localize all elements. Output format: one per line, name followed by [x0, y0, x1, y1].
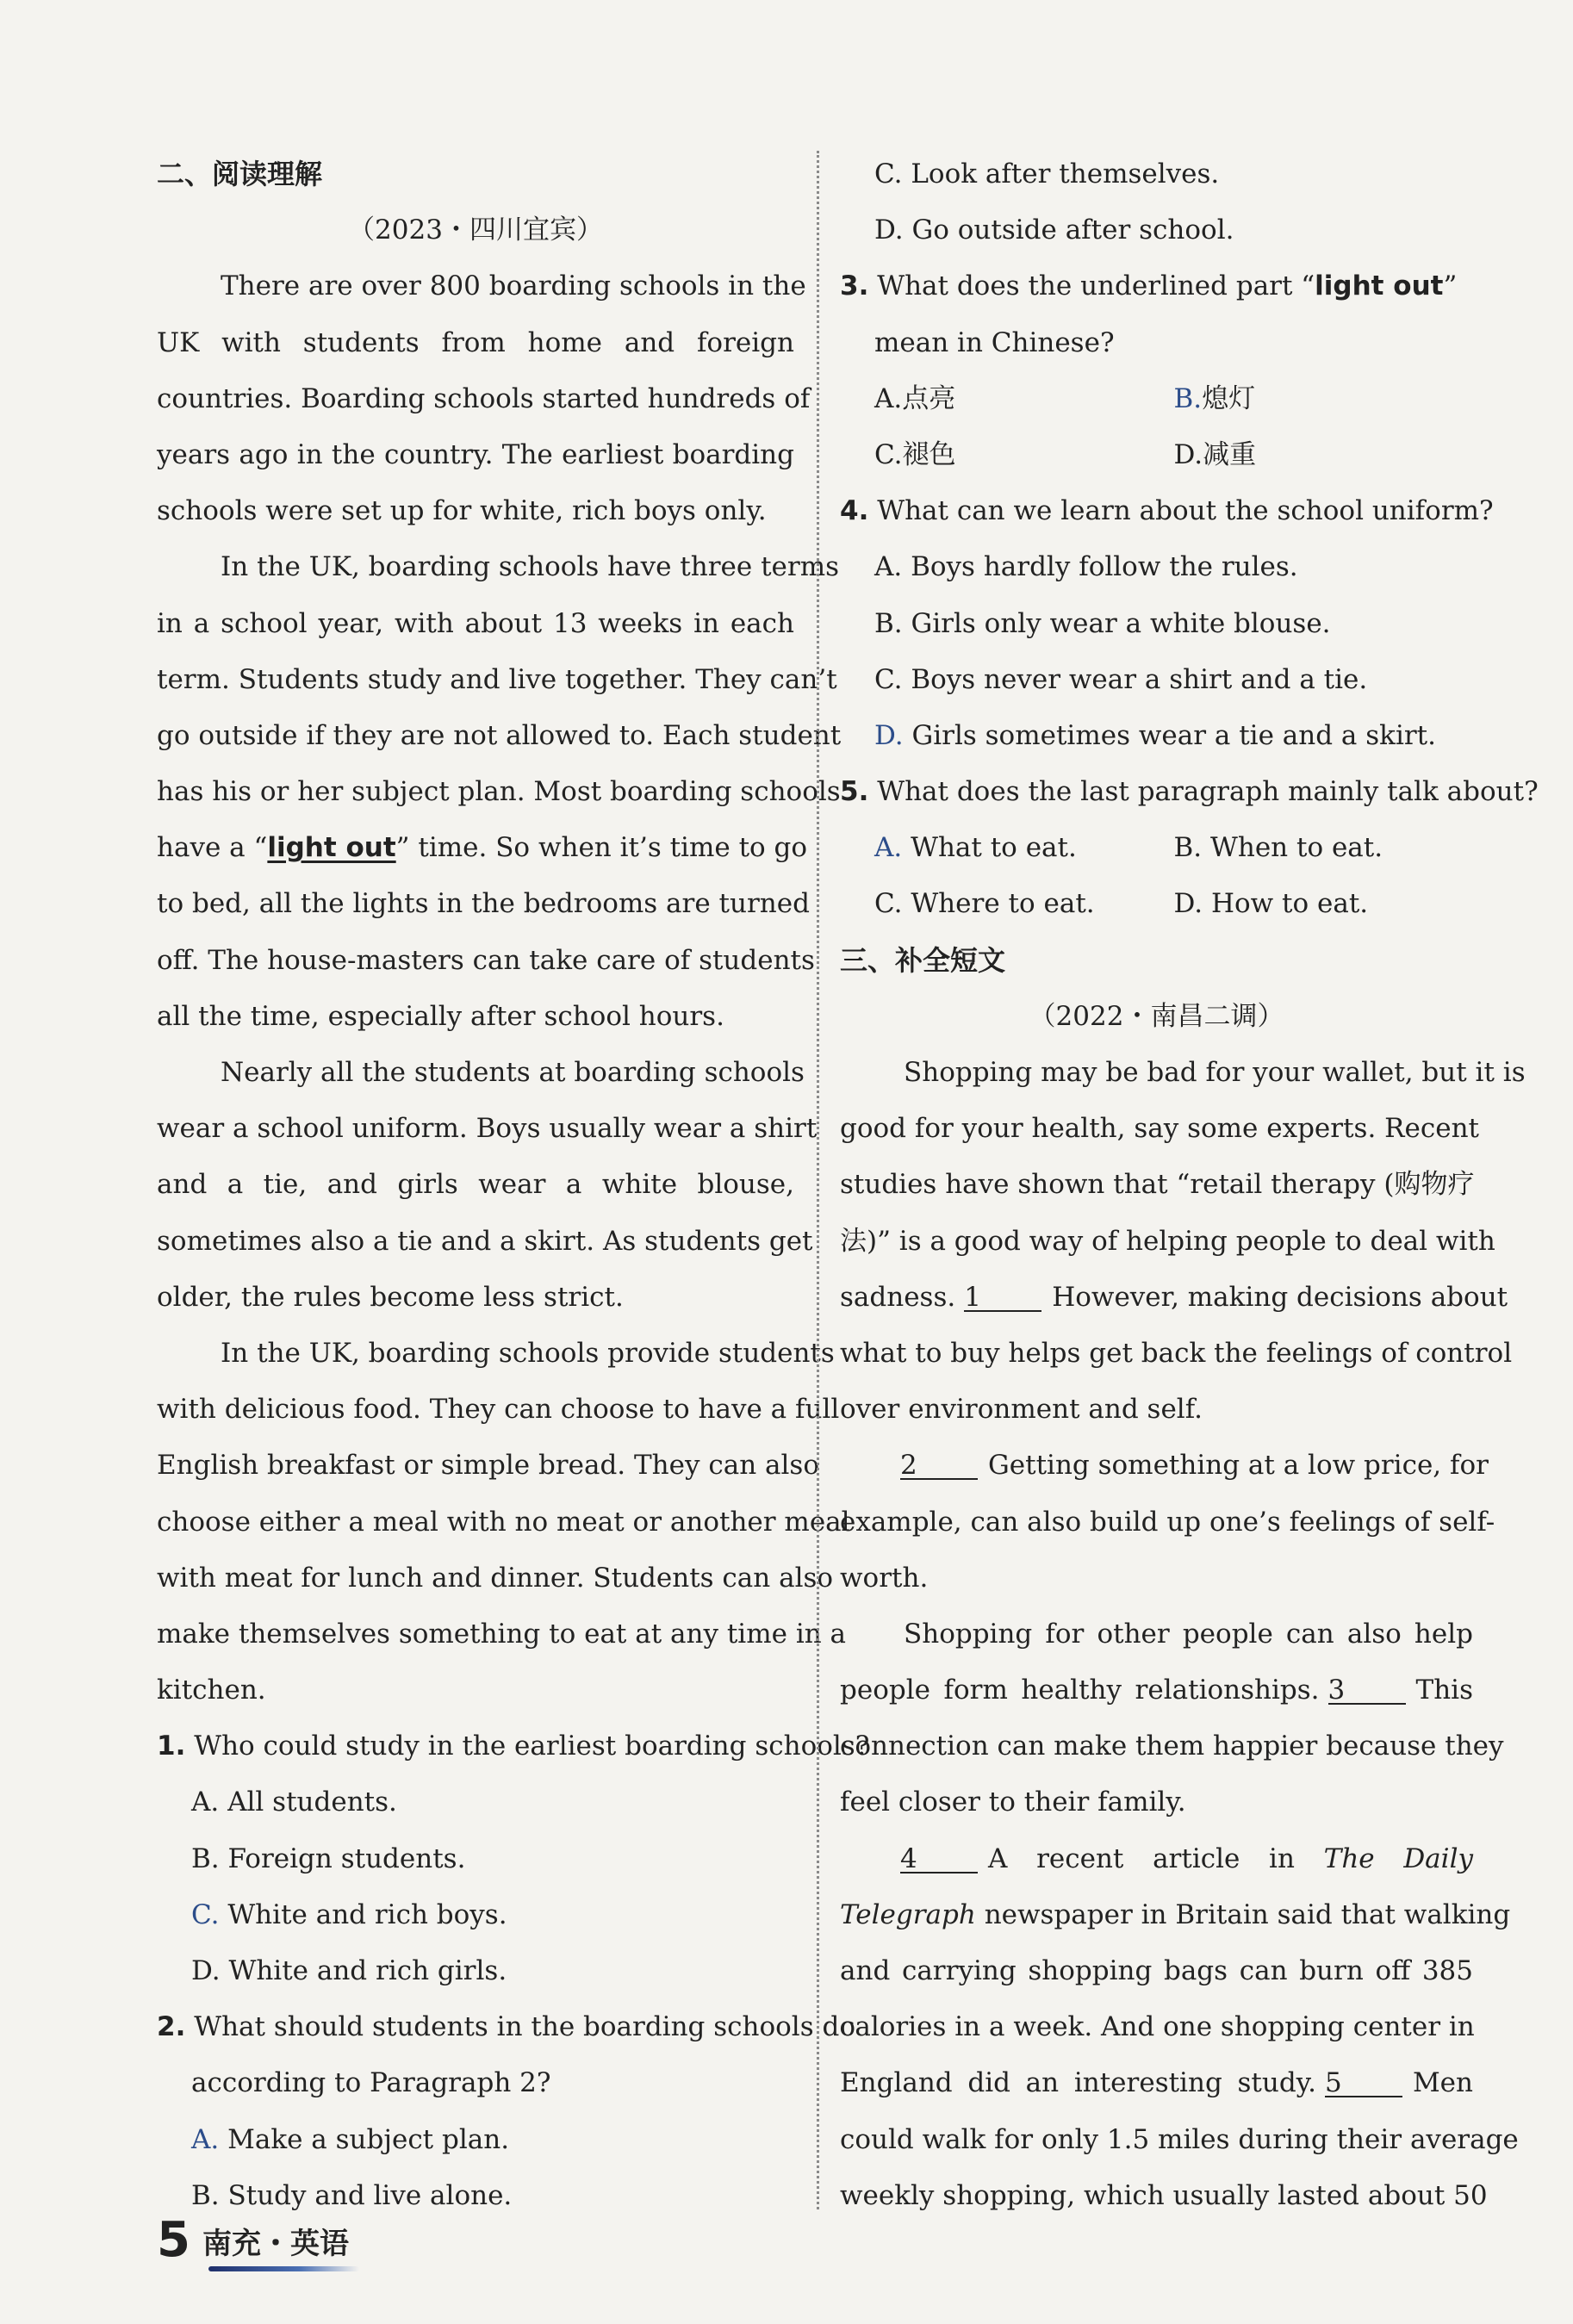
option-row	[840, 820, 1473, 876]
passage-line: 法)” is a good way of helping people to deal with	[840, 1225, 1495, 1257]
option-letter: B.	[191, 2179, 220, 2211]
cloze-paragraph-4-end	[840, 2112, 1519, 2224]
blank-5[interactable]: 5	[1325, 2070, 1402, 2097]
question-1-options	[157, 1774, 794, 1999]
passage-line: term. Students study and live together. They can’t	[157, 663, 837, 695]
cloze-paragraph-1	[840, 1045, 1526, 1270]
option-row	[840, 596, 1473, 652]
option-text: All students.	[219, 1786, 397, 1818]
question-text: What can we learn about the school uniform?	[868, 495, 1494, 527]
option-text: White and rich girls.	[220, 1955, 507, 1986]
option-b[interactable]	[1174, 820, 1474, 876]
passage-line: Shopping may be bad for your wallet, but it is	[904, 1057, 1526, 1088]
option-letter: B.	[1173, 382, 1203, 414]
cloze-line-blank-1	[840, 1270, 1508, 1326]
passage-text: have a “	[157, 832, 268, 864]
cloze-paragraph-1-end	[840, 1326, 1513, 1438]
cloze-paragraph-3: Shopping for other people can also help	[904, 1618, 1473, 1650]
passage-line: make themselves something to eat at any time in a	[157, 1618, 847, 1650]
option-letter: A.	[874, 832, 903, 864]
option-letter: B.	[191, 1842, 220, 1874]
passage-line: to bed, all the lights in the bedrooms are turned	[157, 888, 810, 920]
option-d[interactable]	[191, 1955, 507, 1986]
passage-line: connection can make them happier because they	[840, 1731, 1504, 1762]
newspaper-name: The Daily	[1323, 1842, 1473, 1874]
option-b[interactable]	[1174, 371, 1474, 427]
question-number: 4.	[840, 495, 869, 527]
question-term: light out	[1315, 270, 1444, 302]
reading-passage-cont	[157, 876, 850, 1718]
passage-line: UK with students from home and foreign	[157, 326, 794, 358]
option-letter: C.	[874, 438, 903, 470]
cloze-line-telegraph	[840, 1887, 1511, 1943]
option-row	[157, 1831, 794, 1887]
passage-line: In the UK, boarding schools have three terms	[221, 551, 840, 583]
question-text: Who could study in the earliest boarding schools?	[185, 1731, 870, 1762]
option-letter: D.	[1173, 888, 1203, 920]
option-letter: D.	[874, 719, 904, 751]
option-row	[157, 1943, 794, 1999]
option-text: Go outside after school.	[903, 214, 1234, 246]
option-d[interactable]	[874, 720, 1436, 751]
option-row	[157, 1887, 794, 1943]
right-column	[840, 146, 1539, 2224]
question-3	[840, 258, 1473, 314]
passage-text: Getting something at a low price, for	[988, 1450, 1489, 1482]
question-text: What does the last paragraph mainly talk about?	[868, 776, 1539, 808]
reading-source: （2023・四川宜宾）	[348, 214, 603, 246]
option-text: When to eat.	[1202, 832, 1383, 864]
left-column	[157, 146, 870, 2224]
passage-line: what to buy helps get back the feelings of control	[840, 1337, 1513, 1369]
option-text: Foreign students.	[219, 1842, 466, 1874]
option-text: Girls sometimes wear a tie and a skirt.	[903, 719, 1436, 751]
option-c[interactable]	[874, 158, 1219, 190]
passage-text: newspaper in Britain said that walking	[975, 1898, 1511, 1930]
passage-line-light-out	[157, 820, 808, 876]
underlined-term: light out	[267, 832, 396, 864]
question-2-options	[157, 2112, 794, 2224]
option-text: Make a subject plan.	[219, 2123, 510, 2155]
option-a[interactable]	[191, 2124, 509, 2155]
question-number: 1.	[157, 1731, 186, 1762]
question-3-options	[840, 371, 1473, 483]
passage-text: sadness.	[840, 1281, 956, 1313]
passage-line: wear a school uniform. Boys usually wear a shirt	[157, 1113, 818, 1145]
passage-line: all the time, especially after school hours.	[157, 1000, 724, 1032]
option-c[interactable]	[874, 876, 1174, 932]
passage-line: with meat for lunch and dinner. Students can also	[157, 1562, 834, 1594]
option-letter: C.	[874, 888, 903, 920]
passage-line: Nearly all the students at boarding schools	[221, 1057, 805, 1088]
option-text: Boys never wear a shirt and a tie.	[902, 663, 1368, 695]
cloze-line-blank-4	[840, 1831, 1473, 1887]
passage-line: example, can also build up one’s feelings of self-	[840, 1506, 1495, 1538]
passage-line: in a school year, with about 13 weeks in each	[157, 607, 794, 639]
option-b[interactable]	[874, 608, 1331, 639]
option-a[interactable]	[191, 1786, 397, 1818]
cloze-paragraph-2-end	[840, 1494, 1495, 1606]
option-letter: B.	[874, 607, 903, 639]
passage-line: and carrying shopping bags can burn off 385	[840, 1955, 1473, 1986]
book-title: 南充・英语	[202, 2227, 349, 2261]
cloze-paragraph-3-end	[840, 1718, 1504, 1830]
question-4	[840, 483, 1494, 539]
passage-line: In the UK, boarding schools provide students	[221, 1337, 835, 1369]
section-title-reading: 二、阅读理解	[157, 158, 323, 190]
question-1	[157, 1718, 870, 1774]
option-row	[840, 539, 1473, 595]
passage-text: England did an interesting study.	[840, 2067, 1316, 2099]
option-row	[840, 371, 1473, 427]
cloze-line-blank-2	[840, 1438, 1489, 1494]
option-letter: A.	[874, 551, 903, 583]
option-letter: B.	[1173, 832, 1203, 864]
option-text: What to eat.	[902, 832, 1077, 864]
option-row	[840, 876, 1473, 932]
option-b[interactable]	[191, 1843, 465, 1874]
option-c[interactable]	[874, 664, 1367, 695]
option-letter: D.	[191, 1955, 221, 1986]
option-letter: D.	[1173, 438, 1203, 470]
passage-text: Men	[1412, 2067, 1473, 2099]
option-text: Where to eat.	[902, 888, 1095, 920]
option-a[interactable]	[874, 820, 1174, 876]
option-letter: A.	[874, 382, 903, 414]
passage-text: This	[1415, 1675, 1473, 1706]
option-c[interactable]	[191, 1899, 507, 1930]
cloze-line-blank-5	[840, 2055, 1473, 2111]
passage-text: However, making decisions about	[1052, 1281, 1508, 1313]
question-4-options	[840, 539, 1473, 764]
passage-line: calories in a week. And one shopping center in	[840, 2011, 1475, 2043]
passage-line: kitchen.	[157, 1675, 266, 1706]
option-text: 褪色	[902, 438, 956, 470]
question-text: What does the underlined part “	[868, 270, 1315, 302]
passage-line: weekly shopping, which usually lasted about 50	[840, 2179, 1488, 2211]
option-letter: A.	[191, 2123, 220, 2155]
section-title-cloze: 三、补全短文	[840, 943, 1006, 977]
passage-line: years ago in the country. The earliest boarding	[157, 438, 794, 470]
question-5	[840, 764, 1539, 820]
option-letter: C.	[874, 158, 903, 190]
option-row	[840, 708, 1473, 764]
page-number: 5	[157, 2212, 190, 2268]
option-row	[157, 2112, 794, 2168]
passage-line: and a tie, and girls wear a white blouse,	[157, 1169, 794, 1201]
blank-2[interactable]: 2	[900, 1452, 978, 1480]
option-letter: C.	[191, 1898, 220, 1930]
passage-line: choose either a meal with no meat or another meal	[157, 1506, 850, 1538]
option-text: Girls only wear a white blouse.	[902, 607, 1331, 639]
option-d[interactable]	[874, 214, 1234, 245]
question-text: What should students in the boarding schools do	[185, 2011, 855, 2043]
passage-line: studies have shown that “retail therapy (购物疗	[840, 1169, 1475, 1201]
question-2	[157, 1999, 855, 2055]
option-row	[840, 427, 1473, 483]
passage-text: ” time. So when it’s time to go	[395, 832, 808, 864]
option-letter: D.	[874, 214, 904, 246]
option-d[interactable]	[1174, 876, 1474, 932]
passage-text: people form healthy relationships.	[840, 1675, 1320, 1706]
reading-passage	[157, 258, 842, 820]
cloze-paragraph-4-mid	[840, 1943, 1473, 2055]
option-letter: A.	[191, 1786, 220, 1818]
option-text: 熄灯	[1202, 382, 1256, 414]
passage-line: schools were set up for white, rich boys only.	[157, 495, 767, 527]
option-text: Study and live alone.	[219, 2179, 513, 2211]
passage-line: There are over 800 boarding schools in the	[221, 270, 806, 302]
page-footer	[157, 2212, 349, 2268]
passage-line: good for your health, say some experts. Recent	[840, 1113, 1479, 1145]
option-text: 减重	[1203, 438, 1257, 470]
option-a[interactable]	[874, 551, 1298, 582]
option-text: How to eat.	[1203, 888, 1369, 920]
question-text: ”	[1443, 270, 1458, 302]
option-c[interactable]	[874, 427, 1174, 483]
option-a[interactable]	[874, 371, 1174, 427]
option-text: 点亮	[902, 382, 956, 414]
option-row	[157, 1774, 794, 1830]
question-5-options	[840, 820, 1473, 932]
passage-line: go outside if they are not allowed to. Each student	[157, 719, 842, 751]
question-number: 5.	[840, 776, 869, 808]
question-2-options-cont	[840, 146, 1473, 258]
cloze-line-blank-3	[840, 1662, 1473, 1718]
passage-line: feel closer to their family.	[840, 1786, 1186, 1818]
passage-line: off. The house-masters can take care of students	[157, 944, 815, 976]
blank-1[interactable]: 1	[964, 1284, 1041, 1312]
passage-line: over environment and self.	[840, 1394, 1203, 1426]
question-number: 3.	[840, 270, 869, 302]
passage-line: worth.	[840, 1562, 929, 1594]
option-row	[840, 202, 1473, 258]
passage-line: has his or her subject plan. Most boarding schools	[157, 776, 841, 808]
blank-3[interactable]: 3	[1328, 1677, 1406, 1705]
column-divider	[817, 151, 819, 2209]
option-row	[840, 146, 1473, 202]
passage-line: older, the rules become less strict.	[157, 1281, 624, 1313]
blank-4[interactable]: 4	[900, 1846, 978, 1873]
passage-line: could walk for only 1.5 miles during their average	[840, 2123, 1519, 2155]
cloze-source: （2022・南昌二调）	[1029, 1000, 1284, 1032]
question-number: 2.	[157, 2011, 186, 2043]
option-text: Look after themselves.	[902, 158, 1220, 190]
passage-line: English breakfast or simple bread. They can also	[157, 1450, 819, 1482]
title-underline	[208, 2266, 359, 2271]
option-b[interactable]	[191, 2180, 512, 2211]
passage-line: with delicious food. They can choose to have a full	[157, 1394, 840, 1426]
passage-line: sometimes also a tie and a skirt. As students get	[157, 1225, 813, 1257]
passage-line: countries. Boarding schools started hundreds of	[157, 382, 811, 414]
question-3-cont: mean in Chinese?	[874, 326, 1115, 358]
newspaper-name: Telegraph	[840, 1898, 976, 1930]
option-d[interactable]	[1174, 427, 1474, 483]
passage-text: A recent article in	[988, 1842, 1295, 1874]
question-2-cont: according to Paragraph 2?	[191, 2067, 551, 2099]
option-text: Boys hardly follow the rules.	[902, 551, 1298, 583]
option-text: White and rich boys.	[219, 1898, 507, 1930]
option-row	[840, 652, 1473, 708]
option-letter: C.	[874, 663, 903, 695]
